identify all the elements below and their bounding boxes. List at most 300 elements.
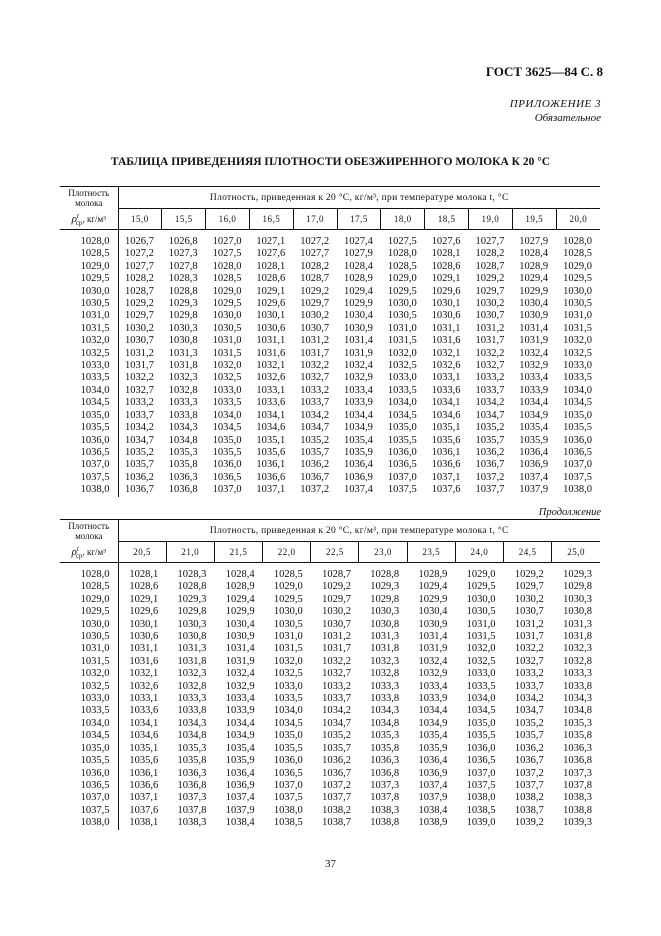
table-row — [60, 730, 600, 742]
reduced-density-cell: 1029,1 — [256, 285, 286, 297]
reduced-density-cell: 1033,5 — [273, 693, 303, 705]
reduced-density-cell: 1030,5 — [563, 298, 592, 310]
milk-density-cell: 1029,5 — [60, 606, 118, 618]
reduced-density-cell: 1038,1 — [129, 817, 159, 829]
reduced-density-cell: 1037,3 — [370, 779, 400, 791]
reduced-density-cell: 1038,3 — [563, 792, 592, 804]
table-row — [60, 397, 600, 409]
reduced-density-cell: 1029,5 — [466, 581, 496, 593]
reduced-density-cell: 1031,4 — [225, 643, 255, 655]
reduced-density-cell: 1032,4 — [344, 360, 373, 372]
reduced-density-cell: 1033,0 — [387, 372, 417, 384]
reduced-density-cell: 1038,2 — [514, 792, 544, 804]
reduced-density-cell: 1035,2 — [475, 422, 505, 434]
reduced-density-cell: 1029,0 — [212, 285, 242, 297]
reduced-density-cell: 1029,0 — [273, 581, 303, 593]
reduced-density-cell: 1033,2 — [322, 680, 351, 692]
reduced-density-cell: 1027,3 — [168, 248, 198, 260]
reduced-density-cell: 1036,8 — [177, 779, 207, 791]
symbol-superscript: t — [76, 545, 79, 554]
table-row — [60, 310, 600, 322]
reduced-density-cell: 1034,1 — [256, 409, 286, 421]
reduced-density-cell: 1037,3 — [563, 767, 592, 779]
milk-density-cell: 1031,5 — [60, 323, 118, 335]
table-row — [60, 422, 600, 434]
reduced-density-cell: 1029,1 — [129, 593, 159, 605]
reduced-density-cell: 1036,9 — [225, 779, 255, 791]
milk-density-cell: 1037,0 — [60, 792, 118, 804]
reduced-density-cell: 1029,0 — [466, 569, 496, 580]
reduced-density-cell: 1035,9 — [344, 446, 373, 458]
reduced-density-cell: 1035,5 — [273, 742, 303, 754]
header-row — [60, 187, 600, 209]
reduced-density-cell: 1036,2 — [300, 459, 330, 471]
reduced-density-cell: 1031,8 — [563, 631, 592, 643]
reduced-density-cell: 1028,1 — [431, 248, 461, 260]
reduced-density-cell: 1030,5 — [273, 618, 303, 630]
milk-density-cell: 1031,0 — [60, 310, 118, 322]
reduced-density-cell: 1034,2 — [475, 397, 505, 409]
milk-density-cell: 1037,0 — [60, 459, 118, 471]
reduced-density-cell: 1035,4 — [225, 742, 255, 754]
reduced-density-cell: 1031,6 — [256, 347, 286, 359]
reduced-density-cell: 1029,9 — [519, 285, 549, 297]
reduced-density-cell: 1028,1 — [129, 569, 159, 580]
reduced-density-cell: 1034,5 — [212, 422, 242, 434]
reduced-density-cell: 1038,5 — [466, 804, 496, 816]
reduced-density-cell: 1032,9 — [418, 668, 448, 680]
reduced-density-cell: 1037,4 — [225, 792, 255, 804]
temperature-header: 19,5 — [512, 209, 556, 230]
reduced-density-cell: 1037,5 — [563, 471, 592, 483]
reduced-density-cell: 1034,0 — [466, 693, 496, 705]
reduced-density-cell: 1036,1 — [431, 446, 461, 458]
density-unit: , кг/м³ — [82, 214, 106, 225]
symbol-superscript: t — [76, 212, 79, 221]
reduced-density-cell: 1028,3 — [168, 273, 198, 285]
temperature-header: 23,5 — [407, 542, 455, 563]
reduced-density-cell: 1029,6 — [431, 285, 461, 297]
reduced-density-cell: 1035,0 — [466, 717, 496, 729]
reduced-density-cell: 1029,5 — [387, 285, 417, 297]
reduced-density-cell: 1030,1 — [431, 298, 461, 310]
milk-density-cell: 1037,5 — [60, 472, 118, 484]
reduced-density-cell: 1027,9 — [344, 248, 373, 260]
reduced-density-cell: 1036,9 — [344, 471, 373, 483]
reduced-density-cell: 1029,0 — [387, 273, 417, 285]
table-row — [60, 459, 600, 471]
reduced-density-cell: 1037,1 — [129, 792, 159, 804]
reduced-density-cell: 1036,2 — [475, 446, 505, 458]
reduced-density-cell: 1033,5 — [212, 397, 242, 409]
reduced-density-cell: 1032,9 — [225, 680, 255, 692]
reduced-density-cell: 1029,4 — [418, 581, 448, 593]
reduced-density-cell: 1034,4 — [225, 717, 255, 729]
reduced-density-cell: 1031,8 — [168, 360, 198, 372]
reduced-density-cell: 1033,7 — [514, 680, 544, 692]
density-unit: , кг/м³ — [82, 547, 106, 558]
reduced-density-cell: 1035,4 — [519, 422, 549, 434]
reduced-density-cell: 1037,7 — [514, 779, 544, 791]
reduced-density-cell: 1029,8 — [168, 310, 198, 322]
reduced-density-cell: 1034,5 — [563, 397, 592, 409]
reduced-density-cell: 1032,6 — [256, 372, 286, 384]
reduced-density-cell: 1032,7 — [300, 372, 330, 384]
reduced-density-cell: 1030,5 — [466, 606, 496, 618]
reduced-density-cell: 1030,7 — [514, 606, 544, 618]
reduced-density-cell: 1037,5 — [273, 792, 303, 804]
reduced-density-cell: 1036,4 — [519, 446, 549, 458]
document-header: ГОСТ 3625—84 С. 8 — [485, 64, 603, 79]
reduced-density-cell: 1031,6 — [129, 655, 159, 667]
reduced-density-cell: 1030,7 — [300, 322, 330, 334]
reduced-density-cell: 1030,3 — [563, 593, 592, 605]
table-row — [60, 248, 600, 260]
reduced-density-cell: 1032,2 — [300, 360, 330, 372]
reduced-density-cell: 1036,0 — [563, 434, 592, 446]
reduced-density-cell: 1027,2 — [300, 236, 330, 247]
reduced-density-cell: 1028,9 — [519, 260, 549, 272]
reduced-density-cell: 1035,0 — [563, 409, 592, 421]
temperature-header: 21,0 — [166, 542, 214, 563]
reduced-density-cell: 1036,2 — [124, 471, 154, 483]
row-header-line2: молока — [75, 531, 103, 542]
reduced-density-cell: 1034,4 — [344, 409, 373, 421]
reduced-density-cell: 1029,0 — [563, 260, 592, 272]
reduced-density-cell: 1038,0 — [563, 484, 592, 496]
reduced-density-cell: 1035,6 — [129, 755, 159, 767]
reduced-density-cell: 1033,4 — [418, 680, 448, 692]
reduced-density-cell: 1032,5 — [387, 360, 417, 372]
reduced-density-cell: 1033,1 — [431, 372, 461, 384]
reduced-density-cell: 1029,7 — [124, 310, 154, 322]
reduced-density-cell: 1028,7 — [300, 273, 330, 285]
reduced-density-cell: 1031,7 — [475, 335, 505, 347]
table-row — [60, 273, 600, 285]
reduced-density-cell: 1034,7 — [514, 705, 544, 717]
reduced-density-cell: 1027,7 — [124, 260, 154, 272]
milk-density-cell: 1038,0 — [60, 484, 118, 496]
reduced-density-cell: 1030,2 — [300, 310, 330, 322]
reduced-density-cell: 1037,8 — [563, 779, 592, 791]
reduced-density-cell: 1032,3 — [370, 655, 400, 667]
reduced-density-cell: 1033,2 — [124, 397, 154, 409]
reduced-density-cell: 1037,3 — [177, 792, 207, 804]
reduced-density-cell: 1029,2 — [322, 581, 351, 593]
temperature-header: 17,0 — [293, 209, 337, 230]
reduced-density-cell: 1031,7 — [300, 347, 330, 359]
reduced-density-cell: 1034,8 — [370, 717, 400, 729]
reduced-density-cell: 1036,7 — [300, 471, 330, 483]
reduced-density-cell: 1033,8 — [168, 409, 198, 421]
reduced-density-cell: 1027,1 — [256, 236, 286, 247]
milk-density-cell: 1036,0 — [60, 768, 118, 780]
reduced-density-cell: 1035,2 — [514, 717, 544, 729]
reduced-density-cell: 1030,8 — [370, 618, 400, 630]
reduced-density-cell: 1034,3 — [370, 705, 400, 717]
temperature-header: 20,5 — [118, 542, 166, 563]
rho-symbol: ρ — [71, 213, 77, 226]
reduced-density-cell: 1029,9 — [418, 593, 448, 605]
reduced-density-cell: 1034,9 — [418, 717, 448, 729]
reduced-density-cell: 1030,0 — [212, 310, 242, 322]
reduced-density-cell: 1034,3 — [168, 422, 198, 434]
temperature-header: 20,0 — [556, 209, 600, 230]
milk-density-cell: 1036,5 — [60, 447, 118, 459]
reduced-density-cell: 1027,9 — [519, 236, 549, 247]
milk-density-cell: 1030,5 — [60, 298, 118, 310]
reduced-density-cell: 1034,1 — [129, 717, 159, 729]
reduced-density-cell: 1029,2 — [475, 273, 505, 285]
table-row — [60, 385, 600, 397]
reduced-density-cell: 1036,2 — [514, 742, 544, 754]
reduced-density-cell: 1035,8 — [168, 459, 198, 471]
mandatory-label: Обязательное — [534, 112, 601, 124]
reduced-density-cell: 1038,0 — [466, 792, 496, 804]
reduced-density-cell: 1036,4 — [225, 767, 255, 779]
reduced-density-cell: 1029,4 — [225, 593, 255, 605]
reduced-density-cell: 1038,9 — [418, 817, 448, 829]
reduced-density-cell: 1036,0 — [466, 742, 496, 754]
reduced-density-cell: 1031,0 — [273, 631, 303, 643]
reduced-density-cell: 1035,7 — [300, 446, 330, 458]
reduced-density-cell: 1031,3 — [168, 347, 198, 359]
reduced-density-cell: 1028,8 — [177, 581, 207, 593]
reduced-density-cell: 1029,2 — [300, 285, 330, 297]
reduced-density-cell: 1036,3 — [168, 471, 198, 483]
reduced-density-cell: 1031,2 — [124, 347, 154, 359]
reduced-density-cell: 1034,2 — [124, 422, 154, 434]
reduced-density-cell: 1034,1 — [431, 397, 461, 409]
reduced-density-cell: 1036,8 — [168, 484, 198, 496]
reduced-density-cell: 1027,8 — [168, 260, 198, 272]
table-row — [60, 631, 600, 643]
reduced-density-cell: 1035,5 — [466, 730, 496, 742]
reduced-density-cell: 1030,5 — [212, 322, 242, 334]
table-row — [60, 792, 600, 804]
temperature-row — [60, 209, 600, 230]
reduced-density-cell: 1029,8 — [563, 581, 592, 593]
temperature-header: 16,5 — [249, 209, 293, 230]
milk-density-cell: 1035,0 — [60, 410, 118, 422]
reduced-density-cell: 1032,1 — [129, 668, 159, 680]
reduced-density-cell: 1034,3 — [563, 693, 592, 705]
reduced-density-cell: 1028,8 — [168, 285, 198, 297]
reduced-density-cell: 1030,8 — [563, 606, 592, 618]
reduced-density-cell: 1033,1 — [129, 693, 159, 705]
reduced-density-cell: 1027,5 — [212, 248, 242, 260]
reduced-density-cell: 1030,5 — [387, 310, 417, 322]
temperature-header: 24,5 — [504, 542, 552, 563]
reduced-density-cell: 1031,3 — [177, 643, 207, 655]
reduced-density-cell: 1037,5 — [466, 779, 496, 791]
reduced-density-cell: 1030,0 — [466, 593, 496, 605]
reduced-density-cell: 1029,7 — [475, 285, 505, 297]
reduced-density-cell: 1035,4 — [418, 730, 448, 742]
reduced-density-cell: 1028,4 — [519, 248, 549, 260]
reduced-density-cell: 1037,6 — [129, 804, 159, 816]
reduced-density-cell: 1030,2 — [322, 606, 351, 618]
reduced-density-cell: 1033,0 — [212, 384, 242, 396]
reduced-density-cell: 1029,3 — [563, 569, 592, 580]
reduced-density-cell: 1031,7 — [124, 360, 154, 372]
milk-density-cell: 1028,5 — [60, 248, 118, 260]
table-row — [60, 718, 600, 730]
reduced-density-cell: 1036,8 — [563, 755, 592, 767]
reduced-density-cell: 1037,8 — [177, 804, 207, 816]
reduced-density-cell: 1029,3 — [370, 581, 400, 593]
reduced-density-cell: 1030,4 — [344, 310, 373, 322]
symbol-subscript: ср — [75, 218, 83, 227]
reduced-density-cell: 1031,5 — [466, 631, 496, 643]
table-row — [60, 643, 600, 655]
reduced-density-cell: 1033,4 — [519, 372, 549, 384]
milk-density-cell: 1028,0 — [60, 569, 118, 581]
milk-density-cell: 1029,5 — [60, 273, 118, 285]
temperature-header: 18,5 — [425, 209, 469, 230]
reduced-density-cell: 1028,3 — [177, 569, 207, 580]
milk-density-cell: 1034,5 — [60, 397, 118, 409]
reduced-density-cell: 1028,7 — [124, 285, 154, 297]
reduced-density-cell: 1032,3 — [177, 668, 207, 680]
reduced-density-cell: 1037,4 — [519, 471, 549, 483]
reduced-density-cell: 1037,2 — [475, 471, 505, 483]
reduced-density-cell: 1033,6 — [431, 384, 461, 396]
reduced-density-cell: 1032,6 — [431, 360, 461, 372]
table-row — [60, 817, 600, 829]
reduced-density-cell: 1031,0 — [387, 322, 417, 334]
milk-density-cell: 1033,5 — [60, 705, 118, 717]
reduced-density-cell: 1038,2 — [322, 804, 351, 816]
milk-density-cell: 1028,5 — [60, 581, 118, 593]
reduced-density-cell: 1029,5 — [273, 593, 303, 605]
reduced-density-cell: 1028,5 — [273, 569, 303, 580]
reduced-density-cell: 1031,5 — [212, 347, 242, 359]
reduced-density-cell: 1033,2 — [514, 668, 544, 680]
reduced-density-cell: 1033,9 — [344, 397, 373, 409]
reduced-density-cell: 1035,2 — [124, 446, 154, 458]
table-row — [60, 594, 600, 606]
reduced-density-cell: 1030,2 — [514, 593, 544, 605]
table-row — [60, 286, 600, 298]
reduced-density-cell: 1028,7 — [475, 260, 505, 272]
table-row — [60, 743, 600, 755]
reduced-density-cell: 1030,4 — [519, 298, 549, 310]
temperature-header: 22,5 — [311, 542, 359, 563]
reduced-density-cell: 1030,0 — [387, 298, 417, 310]
reduced-density-cell: 1030,4 — [418, 606, 448, 618]
reduced-density-cell: 1034,8 — [563, 705, 592, 717]
reduced-density-cell: 1033,7 — [322, 693, 351, 705]
reduced-density-cell: 1030,8 — [168, 335, 198, 347]
reduced-density-cell: 1033,7 — [124, 409, 154, 421]
reduced-density-cell: 1030,3 — [370, 606, 400, 618]
reduced-density-cell: 1033,8 — [563, 680, 592, 692]
reduced-density-cell: 1028,0 — [212, 260, 242, 272]
reduced-density-cell: 1035,2 — [300, 434, 330, 446]
table-row — [60, 360, 600, 372]
symbol-subscript: ср — [75, 551, 83, 560]
reduced-density-cell: 1033,4 — [225, 693, 255, 705]
reduced-density-cell: 1028,4 — [344, 260, 373, 272]
reduced-density-cell: 1036,9 — [519, 459, 549, 471]
reduced-density-cell: 1037,0 — [273, 779, 303, 791]
reduced-density-cell: 1030,9 — [344, 322, 373, 334]
reduced-density-cell: 1031,2 — [514, 618, 544, 630]
reduced-density-cell: 1028,5 — [387, 260, 417, 272]
reduced-density-cell: 1035,3 — [177, 742, 207, 754]
reduced-density-cell: 1028,9 — [225, 581, 255, 593]
milk-density-cell: 1038,0 — [60, 817, 118, 829]
reduced-density-cell: 1029,9 — [225, 606, 255, 618]
table-row — [60, 298, 600, 310]
reduced-density-cell: 1028,2 — [124, 273, 154, 285]
reduced-density-cell: 1032,5 — [466, 655, 496, 667]
reduced-density-cell: 1034,9 — [344, 422, 373, 434]
reduced-density-cell: 1035,8 — [370, 742, 400, 754]
reduced-density-cell: 1031,1 — [129, 643, 159, 655]
reduced-density-cell: 1036,3 — [563, 742, 592, 754]
table-row — [60, 705, 600, 717]
reduced-density-cell: 1034,6 — [256, 422, 286, 434]
table-row — [60, 681, 600, 693]
reduced-density-cell: 1033,5 — [466, 680, 496, 692]
reduced-density-cell: 1033,0 — [273, 680, 303, 692]
table-title: ТАБЛИЦА ПРИВЕДЕНИЯЯ ПЛОТНОСТИ ОБЕЗЖИРЕННОГО МОЛОКА К 20 °С — [110, 156, 551, 168]
reduced-density-cell: 1031,3 — [370, 631, 400, 643]
reduced-density-cell: 1032,5 — [212, 372, 242, 384]
reduced-density-cell: 1030,3 — [168, 322, 198, 334]
reduced-density-cell: 1030,7 — [475, 310, 505, 322]
milk-density-cell: 1029,0 — [60, 594, 118, 606]
reduced-density-cell: 1034,6 — [431, 409, 461, 421]
reduced-density-cell: 1030,9 — [418, 618, 448, 630]
reduced-density-cell: 1038,3 — [370, 804, 400, 816]
milk-density-cell: 1035,5 — [60, 755, 118, 767]
reduced-density-cell: 1035,1 — [431, 422, 461, 434]
reduced-density-cell: 1030,2 — [124, 322, 154, 334]
reduced-density-cell: 1034,8 — [177, 730, 207, 742]
reduced-density-cell: 1033,3 — [563, 668, 592, 680]
reduced-density-cell: 1035,6 — [431, 434, 461, 446]
reduced-density-cell: 1033,5 — [563, 372, 592, 384]
milk-density-cell: 1032,0 — [60, 335, 118, 347]
density-table-2 — [60, 519, 600, 830]
table-row — [60, 569, 600, 581]
reduced-density-cell: 1033,7 — [475, 384, 505, 396]
reduced-density-cell: 1029,7 — [514, 581, 544, 593]
temperature-header: 16,0 — [206, 209, 250, 230]
reduced-density-cell: 1032,8 — [370, 668, 400, 680]
temperature-header: 23,0 — [359, 542, 407, 563]
reduced-density-cell: 1032,0 — [563, 335, 592, 347]
table-row — [60, 261, 600, 273]
reduced-density-cell: 1037,2 — [322, 779, 351, 791]
reduced-density-cell: 1029,3 — [168, 298, 198, 310]
reduced-density-cell: 1034,0 — [212, 409, 242, 421]
reduced-density-cell: 1032,5 — [273, 668, 303, 680]
reduced-density-cell: 1038,7 — [514, 804, 544, 816]
reduced-density-cell: 1037,0 — [466, 767, 496, 779]
reduced-density-cell: 1036,8 — [370, 767, 400, 779]
table-row — [60, 348, 600, 360]
reduced-density-cell: 1033,7 — [300, 397, 330, 409]
table-row — [60, 484, 600, 496]
table-row — [60, 236, 600, 248]
reduced-density-cell: 1032,2 — [514, 643, 544, 655]
milk-density-cell: 1035,0 — [60, 743, 118, 755]
reduced-density-cell: 1030,1 — [129, 618, 159, 630]
